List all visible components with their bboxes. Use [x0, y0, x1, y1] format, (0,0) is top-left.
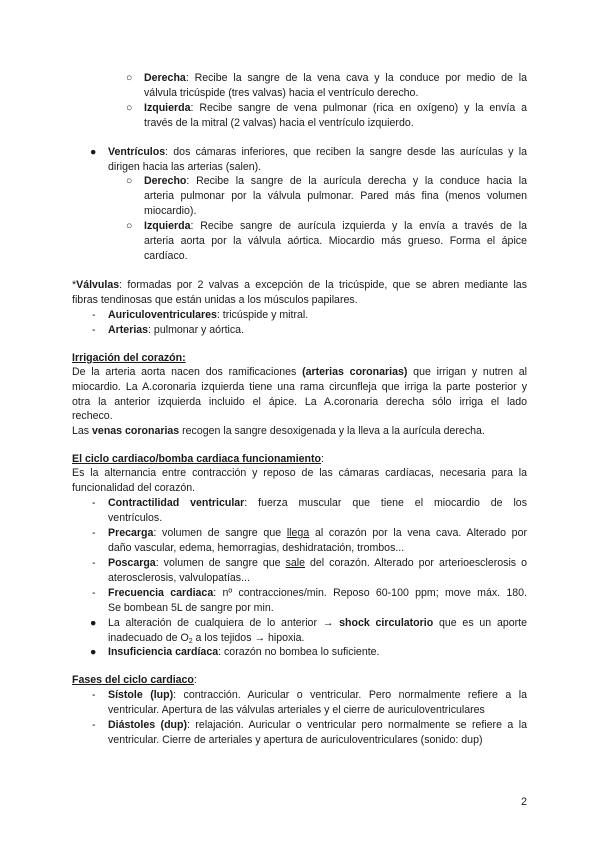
irrigacion-line3: otra la anterior izquierda incluido el ápice. La A.coronaria derecha sólo irriga el lado	[72, 396, 527, 408]
bullet-dot-icon: ●	[90, 146, 97, 158]
diastole-line2: ventricular. Cierre de arteriales y apertura de auriculoventriculares (sonido: dup)	[108, 734, 483, 746]
poscarga-line2: aterosclerosis, valvulopatías...	[108, 572, 250, 584]
irrigacion-line2: miocardio. La A.coronaria izquierda tiene una rama circunfleja que irriga la parte posterior y	[72, 381, 527, 393]
dash-bullet: -	[92, 324, 96, 336]
ventriculo-derecho-line2: arteria pulmonar por la válvula pulmonar. Pared más fina (menos volumen	[144, 190, 527, 202]
irrigacion-heading: Irrigación del corazón:	[72, 352, 186, 364]
sistole-line2: ventricular. Apertura de las válvulas arteriales y el cierre de auriculoventriculares	[108, 704, 485, 716]
dash-bullet: -	[92, 587, 96, 599]
valvulas-line2: fibras tendinosas que están unidas a los músculos papilares.	[72, 294, 358, 306]
valvulas-label: Válvulas	[76, 279, 120, 291]
circle-bullet-icon: ○	[126, 175, 133, 187]
fases-heading: Fases del ciclo cardiaco:	[72, 674, 197, 686]
insuficiencia-line: Insuficiencia cardíaca: corazón no bombea lo suficiente.	[108, 646, 380, 658]
alteracion-line2: inadecuado de $O_2$ a los tejidos → hipoxia.	[108, 632, 305, 645]
circle-bullet-icon: ○	[126, 220, 133, 232]
atria-derecha-line2: válvula tricúspide (tres valvas) hacia el ventrículo derecho.	[144, 87, 419, 99]
precarga-line1: Precarga: volumen de sangre que llega al corazón por la vena cava. Alterado por	[108, 527, 527, 539]
sistole-line1: Sístole (lup): contracción. Auricular o ventricular. Pero normalmente refiere a la	[108, 689, 528, 701]
ventriculo-derecho-line3: miocardio).	[144, 205, 197, 217]
ventriculo-izquierdo-line2: arteria aorta por la válvula aórtica. Miocardio más grueso. Forma el ápice	[144, 235, 527, 247]
frecuencia-line2: Se bombean 5L de sangre por min.	[108, 602, 274, 614]
dash-bullet: -	[92, 689, 96, 701]
bullet-dot-icon: ●	[90, 646, 97, 658]
circle-bullet-icon: ○	[126, 72, 133, 84]
circle-bullet-icon: ○	[126, 102, 133, 114]
dash-bullet: -	[92, 719, 96, 731]
irrigacion-line5: Las venas coronarias recogen la sangre desoxigenada y la lleva a la aurícula derecha.	[72, 425, 485, 437]
valvulas-item-auriculoventriculares: Auriculoventriculares: tricúspide y mitral.	[108, 309, 309, 321]
ventriculo-derecho-line1: Derecho: Recibe la sangre de la aurícula derecha y la conduce hacia la	[144, 175, 527, 187]
ventriculos-line2: dirigen hacia las arterias (salen).	[108, 161, 262, 173]
dash-bullet: -	[92, 309, 96, 321]
ciclo-heading: El ciclo cardiaco/bomba cardiaca funcionamiento:	[72, 453, 324, 465]
ventriculos-label: Ventrículos	[108, 146, 166, 158]
contractilidad-line1: Contractilidad ventricular: fuerza muscular que tiene el miocardio de los	[108, 497, 527, 509]
atria-derecha-line1: Derecha: Recibe la sangre de la vena cava y la conduce por medio de la	[144, 72, 527, 84]
atria-izquierda-line2: través de la mitral (2 valvas) hacia el ventrículo izquierdo.	[144, 117, 414, 129]
atria-izquierda-line1: Izquierda: Recibe sangre de vena pulmonar (rica en oxígeno) y la envía a	[144, 102, 527, 114]
dash-bullet: -	[92, 497, 96, 509]
bullet-dot-icon: ●	[90, 617, 97, 629]
ciclo-line2: funcionalidad del corazón.	[72, 482, 196, 494]
ventriculo-derecho-label: Derecho	[144, 175, 187, 187]
page-number: 2	[521, 796, 527, 808]
ventriculo-izquierdo-line3: cardíaco.	[144, 250, 188, 262]
dash-bullet: -	[92, 557, 96, 569]
precarga-line2: daño vascular, edema, hemorragias, deshidratación, trombos...	[108, 542, 405, 554]
atria-izquierda-label: Izquierda	[144, 102, 191, 114]
irrigacion-line1: De la arteria aorta nacen dos ramificaciones (arterias coronarias) que irrigan y nutren al	[72, 366, 527, 378]
diastole-line1: Diástoles (dup): relajación. Auricular o ventricular pero normalmente se refiere a la	[108, 719, 527, 731]
atria-derecha-label: Derecha	[144, 72, 186, 84]
ventriculos-line1: Ventrículos: dos cámaras inferiores, que reciben la sangre desde las aurículas y la	[108, 146, 527, 158]
contractilidad-line2: ventrículos.	[108, 512, 163, 524]
valvulas-item-arterias: Arterias: pulmonar y aórtica.	[108, 324, 245, 336]
ventriculo-izquierdo-line1: Izquierda: Recibe sangre de aurícula izquierda y la envía a través de la	[144, 220, 527, 232]
valvulas-line1: *Válvulas: formadas por 2 valvas a excepción de la tricúspide, que se abren mediante las	[72, 279, 527, 291]
ventriculo-izquierdo-label: Izquierda	[144, 220, 191, 232]
ciclo-line1: Es la alternancia entre contracción y reposo de las cámaras cardíacas, necesaria para la	[72, 467, 527, 479]
poscarga-line1: Poscarga: volumen de sangre que sale del corazón. Alterado por arterioesclerosis o	[108, 557, 527, 569]
alteracion-line1: La alteración de cualquiera de lo anterior → shock circulatorio que es un aporte	[108, 617, 527, 629]
frecuencia-line1: Frecuencia cardiaca: nº contracciones/min. Reposo 60-100 ppm; move máx. 180.	[108, 587, 527, 599]
irrigacion-line4: recheco.	[72, 410, 113, 422]
dash-bullet: -	[92, 527, 96, 539]
